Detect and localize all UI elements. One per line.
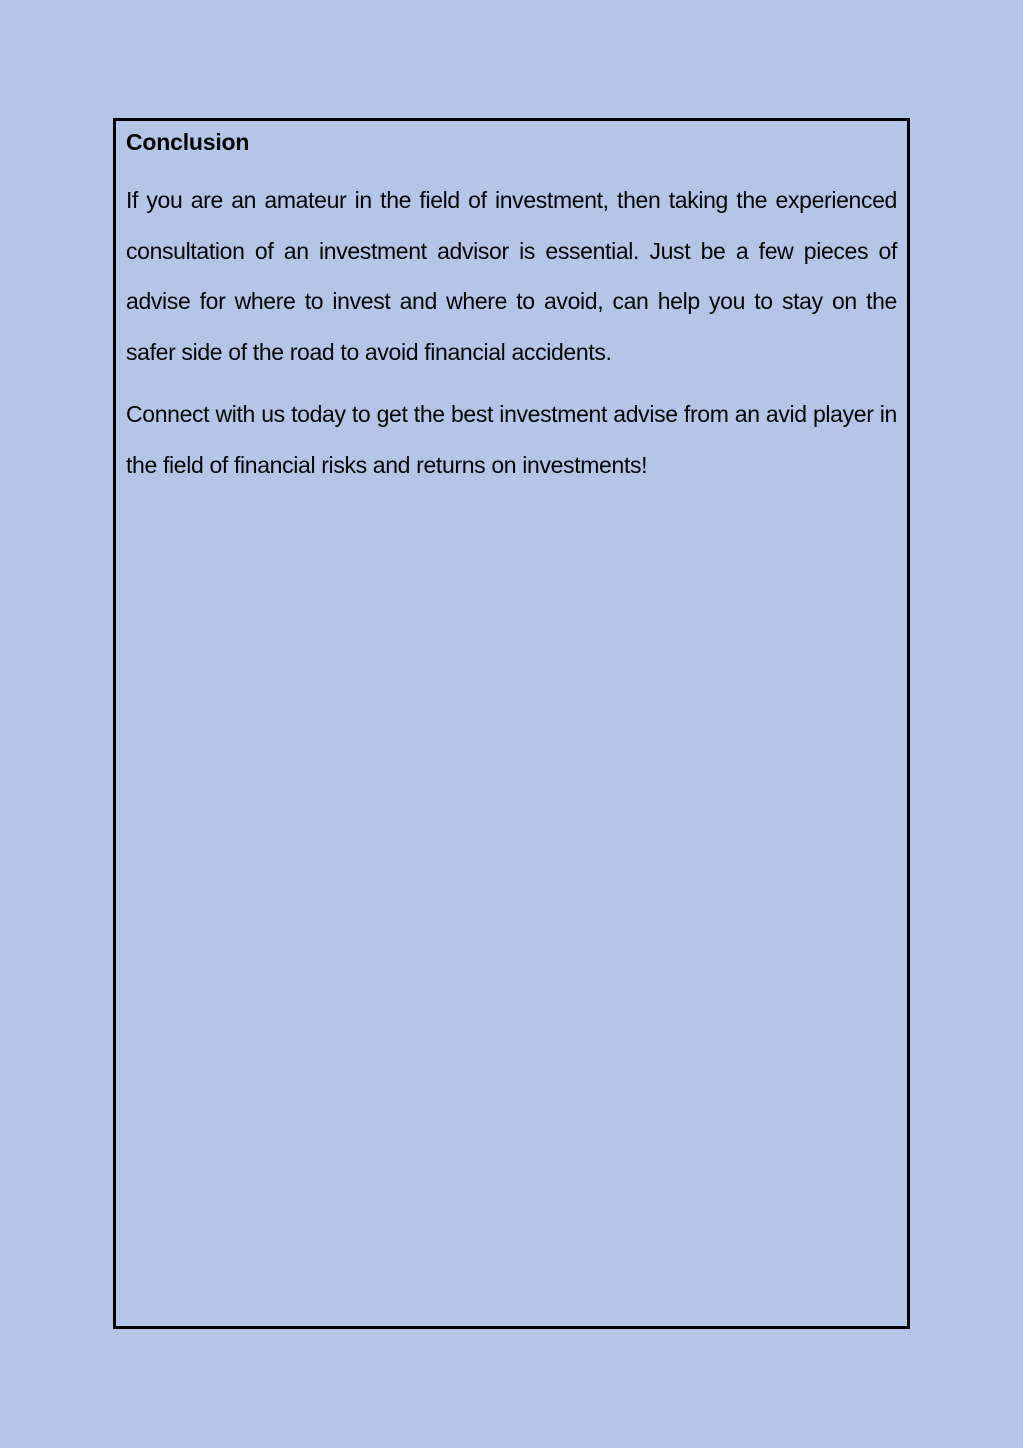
paragraph-call-to-action: Connect with us today to get the best investment advise from an avid player in the field of financial risks and returns on investments!	[126, 401, 897, 478]
paragraph-intro: If you are an amateur in the field of investment, then taking the experienced consultation of an investment advisor is essential. Just be a few pieces of advise for where to invest and where to avoid, can help you to stay on the safer side of the road to avoid financial accidents.	[126, 187, 897, 365]
document-body	[126, 127, 897, 502]
content-frame	[113, 118, 910, 1329]
section-heading: Conclusion	[126, 129, 250, 155]
